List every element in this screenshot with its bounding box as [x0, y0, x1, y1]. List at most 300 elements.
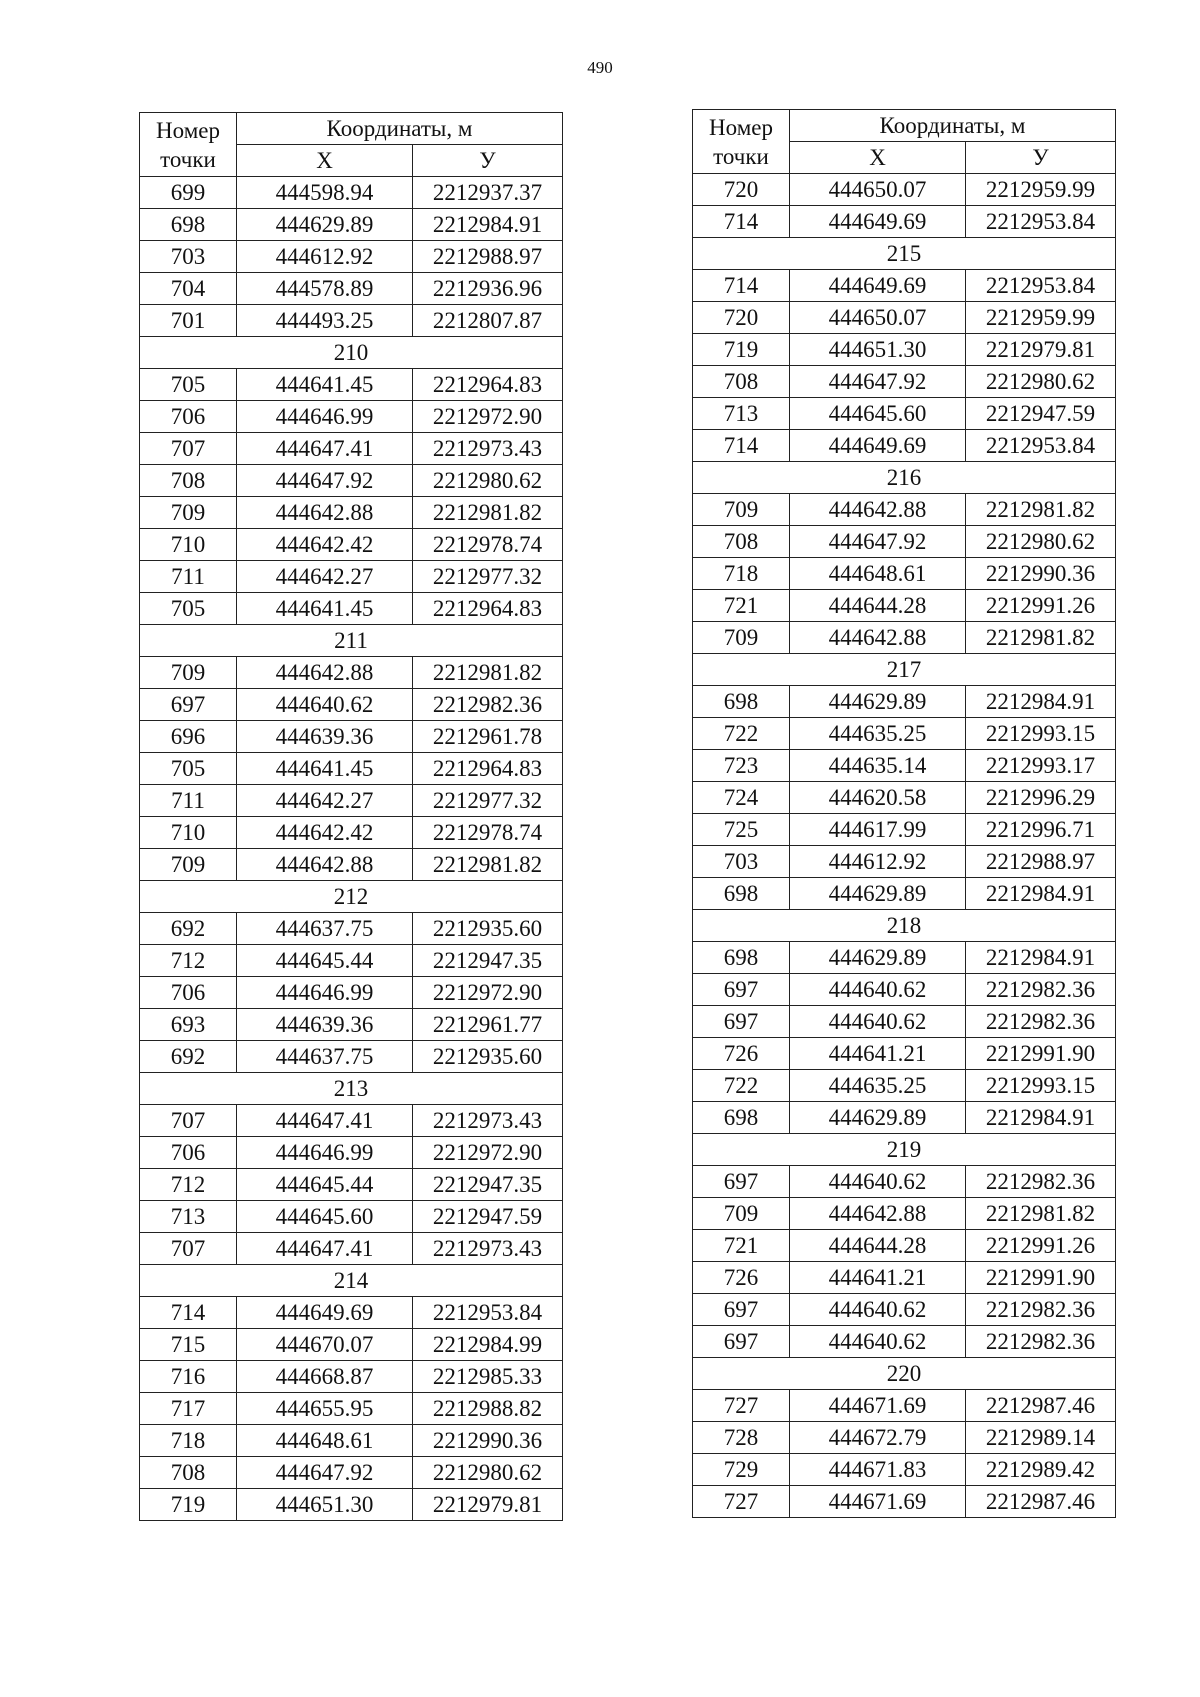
y-coordinate-cell: 2212973.43 [413, 1105, 563, 1137]
point-number-cell: 721 [693, 1230, 790, 1262]
table-row [693, 494, 1116, 526]
table-row [140, 1201, 563, 1233]
point-number-cell: 697 [693, 1326, 790, 1358]
table-row [693, 878, 1116, 910]
x-coordinate-cell: 444598.94 [237, 177, 413, 209]
y-coordinate-cell: 2212953.84 [966, 206, 1116, 238]
table-row [693, 1294, 1116, 1326]
point-number-cell: 710 [140, 529, 237, 561]
x-coordinate-cell: 444647.41 [237, 433, 413, 465]
table-row [140, 977, 563, 1009]
table-row [140, 177, 563, 209]
x-coordinate-cell: 444649.69 [237, 1297, 413, 1329]
y-coordinate-cell: 2212985.33 [413, 1361, 563, 1393]
point-number-cell: 709 [693, 494, 790, 526]
point-number-cell: 711 [140, 561, 237, 593]
x-coordinate-cell: 444642.88 [790, 1198, 966, 1230]
point-number-cell: 728 [693, 1422, 790, 1454]
point-number-cell: 706 [140, 401, 237, 433]
x-coordinate-cell: 444640.62 [237, 689, 413, 721]
point-number-cell: 697 [693, 974, 790, 1006]
y-coordinate-cell: 2212978.74 [413, 529, 563, 561]
point-number-cell: 701 [140, 305, 237, 337]
point-number-cell: 692 [140, 913, 237, 945]
point-number-cell: 697 [140, 689, 237, 721]
point-number-cell: 707 [140, 1233, 237, 1265]
table-row [140, 497, 563, 529]
table-row [140, 1425, 563, 1457]
group-number: 215 [693, 238, 1116, 270]
y-coordinate-cell: 2212990.36 [413, 1425, 563, 1457]
point-number-cell: 720 [693, 302, 790, 334]
y-coordinate-cell: 2212935.60 [413, 1041, 563, 1073]
y-coordinate-cell: 2212964.83 [413, 593, 563, 625]
table-row [140, 1009, 563, 1041]
y-coordinate-cell: 2212937.37 [413, 177, 563, 209]
point-number-cell: 712 [140, 945, 237, 977]
y-coordinate-cell: 2212991.26 [966, 1230, 1116, 1262]
table-row [693, 174, 1116, 206]
x-coordinate-cell: 444635.25 [790, 718, 966, 750]
group-number: 217 [693, 654, 1116, 686]
x-coordinate-cell: 444646.99 [237, 401, 413, 433]
x-coordinate-cell: 444642.88 [237, 657, 413, 689]
point-number-cell: 722 [693, 718, 790, 750]
point-number-cell: 729 [693, 1454, 790, 1486]
x-coordinate-cell: 444612.92 [237, 241, 413, 273]
y-coordinate-cell: 2212984.91 [966, 686, 1116, 718]
y-coordinate-cell: 2212989.42 [966, 1454, 1116, 1486]
y-coordinate-cell: 2212979.81 [413, 1489, 563, 1521]
point-number-cell: 708 [140, 1457, 237, 1489]
y-coordinate-cell: 2212984.91 [966, 1102, 1116, 1134]
point-number-cell: 709 [140, 657, 237, 689]
point-number-cell: 709 [140, 497, 237, 529]
y-coordinate-cell: 2212984.99 [413, 1329, 563, 1361]
table-row [693, 942, 1116, 974]
x-coordinate-cell: 444620.58 [790, 782, 966, 814]
y-coordinate-cell: 2212981.82 [413, 657, 563, 689]
point-number-cell: 713 [140, 1201, 237, 1233]
x-coordinate-cell: 444637.75 [237, 913, 413, 945]
table-row [693, 1230, 1116, 1262]
y-coordinate-cell: 2212993.17 [966, 750, 1116, 782]
y-coordinate-cell: 2212981.82 [413, 849, 563, 881]
header-coordinates: Координаты, м [237, 113, 563, 145]
point-number-cell: 698 [693, 686, 790, 718]
table-row [140, 1457, 563, 1489]
x-coordinate-cell: 444671.69 [790, 1486, 966, 1518]
y-coordinate-cell: 2212982.36 [413, 689, 563, 721]
table-row [693, 302, 1116, 334]
x-coordinate-cell: 444641.21 [790, 1038, 966, 1070]
point-number-cell: 722 [693, 1070, 790, 1102]
point-number-cell: 705 [140, 753, 237, 785]
x-coordinate-cell: 444617.99 [790, 814, 966, 846]
group-header-row [140, 1265, 563, 1297]
table-row [140, 1169, 563, 1201]
point-number-cell: 712 [140, 1169, 237, 1201]
table-row [140, 241, 563, 273]
table-row [140, 849, 563, 881]
x-coordinate-cell: 444651.30 [237, 1489, 413, 1521]
table-row [140, 401, 563, 433]
y-coordinate-cell: 2212984.91 [413, 209, 563, 241]
table-row [693, 1390, 1116, 1422]
point-number-cell: 714 [693, 430, 790, 462]
y-coordinate-cell: 2212996.71 [966, 814, 1116, 846]
y-coordinate-cell: 2212977.32 [413, 561, 563, 593]
header-point-number-line1: Номер [156, 117, 220, 143]
point-number-cell: 703 [140, 241, 237, 273]
point-number-cell: 696 [140, 721, 237, 753]
header-point-number [140, 113, 237, 177]
point-number-cell: 718 [140, 1425, 237, 1457]
table-row [140, 1361, 563, 1393]
table-body-left [140, 177, 563, 1521]
x-coordinate-cell: 444642.27 [237, 785, 413, 817]
table-row [693, 206, 1116, 238]
y-coordinate-cell: 2212981.82 [966, 622, 1116, 654]
x-coordinate-cell: 444642.42 [237, 817, 413, 849]
table-row [693, 526, 1116, 558]
point-number-cell: 705 [140, 593, 237, 625]
table-row [140, 1233, 563, 1265]
table-row [140, 913, 563, 945]
table-row [140, 1105, 563, 1137]
table-row [693, 1262, 1116, 1294]
x-coordinate-cell: 444645.60 [790, 398, 966, 430]
header-y: У [413, 145, 563, 177]
y-coordinate-cell: 2212953.84 [413, 1297, 563, 1329]
y-coordinate-cell: 2212936.96 [413, 273, 563, 305]
point-number-cell: 693 [140, 1009, 237, 1041]
x-coordinate-cell: 444671.69 [790, 1390, 966, 1422]
table-row [140, 689, 563, 721]
table-row [693, 974, 1116, 1006]
table-row [140, 305, 563, 337]
x-coordinate-cell: 444648.61 [237, 1425, 413, 1457]
x-coordinate-cell: 444640.62 [790, 974, 966, 1006]
point-number-cell: 708 [693, 526, 790, 558]
x-coordinate-cell: 444493.25 [237, 305, 413, 337]
y-coordinate-cell: 2212981.82 [413, 497, 563, 529]
point-number-cell: 711 [140, 785, 237, 817]
table-row [693, 1006, 1116, 1038]
table-row [693, 1070, 1116, 1102]
table-row [140, 785, 563, 817]
y-coordinate-cell: 2212982.36 [966, 1294, 1116, 1326]
y-coordinate-cell: 2212947.59 [413, 1201, 563, 1233]
x-coordinate-cell: 444644.28 [790, 590, 966, 622]
table-row [693, 334, 1116, 366]
y-coordinate-cell: 2212982.36 [966, 974, 1116, 1006]
y-coordinate-cell: 2212984.91 [966, 942, 1116, 974]
x-coordinate-cell: 444646.99 [237, 1137, 413, 1169]
table-row [140, 273, 563, 305]
y-coordinate-cell: 2212972.90 [413, 977, 563, 1009]
table-row [693, 1102, 1116, 1134]
x-coordinate-cell: 444649.69 [790, 206, 966, 238]
x-coordinate-cell: 444647.92 [790, 526, 966, 558]
y-coordinate-cell: 2212990.36 [966, 558, 1116, 590]
table-row [140, 465, 563, 497]
y-coordinate-cell: 2212961.78 [413, 721, 563, 753]
point-number-cell: 697 [693, 1006, 790, 1038]
y-coordinate-cell: 2212989.14 [966, 1422, 1116, 1454]
y-coordinate-cell: 2212964.83 [413, 369, 563, 401]
y-coordinate-cell: 2212980.62 [413, 1457, 563, 1489]
group-header-row [693, 1358, 1116, 1390]
table-row [140, 593, 563, 625]
group-header-row [140, 881, 563, 913]
table-row [693, 782, 1116, 814]
point-number-cell: 698 [693, 942, 790, 974]
y-coordinate-cell: 2212982.36 [966, 1166, 1116, 1198]
point-number-cell: 709 [693, 622, 790, 654]
point-number-cell: 721 [693, 590, 790, 622]
point-number-cell: 710 [140, 817, 237, 849]
header-coordinates: Координаты, м [790, 110, 1116, 142]
x-coordinate-cell: 444640.62 [790, 1166, 966, 1198]
group-number: 212 [140, 881, 563, 913]
x-coordinate-cell: 444649.69 [790, 430, 966, 462]
table-row [693, 750, 1116, 782]
point-number-cell: 707 [140, 433, 237, 465]
table-row [140, 1393, 563, 1425]
x-coordinate-cell: 444640.62 [790, 1006, 966, 1038]
header-point-number-line2: точки [713, 143, 769, 169]
group-number: 219 [693, 1134, 1116, 1166]
point-number-cell: 714 [693, 270, 790, 302]
y-coordinate-cell: 2212980.62 [966, 526, 1116, 558]
point-number-cell: 723 [693, 750, 790, 782]
table-row [140, 209, 563, 241]
point-number-cell: 709 [140, 849, 237, 881]
y-coordinate-cell: 2212991.90 [966, 1038, 1116, 1070]
group-header-row [140, 625, 563, 657]
y-coordinate-cell: 2212987.46 [966, 1390, 1116, 1422]
x-coordinate-cell: 444642.42 [237, 529, 413, 561]
table-row [140, 945, 563, 977]
x-coordinate-cell: 444650.07 [790, 302, 966, 334]
y-coordinate-cell: 2212978.74 [413, 817, 563, 849]
y-coordinate-cell: 2212980.62 [966, 366, 1116, 398]
x-coordinate-cell: 444642.88 [237, 849, 413, 881]
point-number-cell: 699 [140, 177, 237, 209]
y-coordinate-cell: 2212979.81 [966, 334, 1116, 366]
point-number-cell: 706 [140, 977, 237, 1009]
table-row [693, 686, 1116, 718]
table-body-right [693, 174, 1116, 1518]
x-coordinate-cell: 444635.25 [790, 1070, 966, 1102]
point-number-cell: 719 [693, 334, 790, 366]
table-row [140, 369, 563, 401]
group-header-row [693, 1134, 1116, 1166]
point-number-cell: 715 [140, 1329, 237, 1361]
header-point-number-line2: точки [160, 146, 216, 172]
table-row [140, 1297, 563, 1329]
table-row [693, 1326, 1116, 1358]
group-header-row [693, 654, 1116, 686]
x-coordinate-cell: 444578.89 [237, 273, 413, 305]
x-coordinate-cell: 444648.61 [790, 558, 966, 590]
x-coordinate-cell: 444635.14 [790, 750, 966, 782]
table-row [693, 430, 1116, 462]
point-number-cell: 698 [693, 1102, 790, 1134]
header-point-number-line1: Номер [709, 114, 773, 140]
point-number-cell: 726 [693, 1262, 790, 1294]
table-row [693, 1166, 1116, 1198]
group-header-row [693, 238, 1116, 270]
x-coordinate-cell: 444639.36 [237, 1009, 413, 1041]
y-coordinate-cell: 2212953.84 [966, 270, 1116, 302]
y-coordinate-cell: 2212947.59 [966, 398, 1116, 430]
page-number: 490 [587, 58, 613, 77]
x-coordinate-cell: 444671.83 [790, 1454, 966, 1486]
x-coordinate-cell: 444651.30 [790, 334, 966, 366]
x-coordinate-cell: 444641.45 [237, 593, 413, 625]
x-coordinate-cell: 444670.07 [237, 1329, 413, 1361]
y-coordinate-cell: 2212988.97 [413, 241, 563, 273]
x-coordinate-cell: 444645.44 [237, 1169, 413, 1201]
y-coordinate-cell: 2212959.99 [966, 302, 1116, 334]
y-coordinate-cell: 2212993.15 [966, 1070, 1116, 1102]
x-coordinate-cell: 444668.87 [237, 1361, 413, 1393]
x-coordinate-cell: 444629.89 [790, 878, 966, 910]
x-coordinate-cell: 444637.75 [237, 1041, 413, 1073]
table-row [693, 846, 1116, 878]
x-coordinate-cell: 444647.92 [790, 366, 966, 398]
point-number-cell: 698 [140, 209, 237, 241]
x-coordinate-cell: 444629.89 [790, 1102, 966, 1134]
point-number-cell: 720 [693, 174, 790, 206]
x-coordinate-cell: 444646.99 [237, 977, 413, 1009]
table-row [140, 1329, 563, 1361]
x-coordinate-cell: 444642.88 [790, 622, 966, 654]
point-number-cell: 727 [693, 1390, 790, 1422]
table-row [140, 721, 563, 753]
point-number-cell: 697 [693, 1166, 790, 1198]
x-coordinate-cell: 444650.07 [790, 174, 966, 206]
y-coordinate-cell: 2212807.87 [413, 305, 563, 337]
table-row [693, 814, 1116, 846]
table-row [140, 529, 563, 561]
point-number-cell: 706 [140, 1137, 237, 1169]
x-coordinate-cell: 444645.44 [237, 945, 413, 977]
y-coordinate-cell: 2212972.90 [413, 1137, 563, 1169]
x-coordinate-cell: 444642.88 [790, 494, 966, 526]
header-x: X [237, 145, 413, 177]
table-row [140, 657, 563, 689]
y-coordinate-cell: 2212980.62 [413, 465, 563, 497]
x-coordinate-cell: 444672.79 [790, 1422, 966, 1454]
y-coordinate-cell: 2212947.35 [413, 1169, 563, 1201]
x-coordinate-cell: 444647.41 [237, 1105, 413, 1137]
point-number-cell: 714 [140, 1297, 237, 1329]
point-number-cell: 724 [693, 782, 790, 814]
group-header-row [693, 462, 1116, 494]
y-coordinate-cell: 2212981.82 [966, 494, 1116, 526]
x-coordinate-cell: 444644.28 [790, 1230, 966, 1262]
group-number: 211 [140, 625, 563, 657]
y-coordinate-cell: 2212947.35 [413, 945, 563, 977]
x-coordinate-cell: 444655.95 [237, 1393, 413, 1425]
x-coordinate-cell: 444612.92 [790, 846, 966, 878]
point-number-cell: 692 [140, 1041, 237, 1073]
x-coordinate-cell: 444640.62 [790, 1326, 966, 1358]
point-number-cell: 705 [140, 369, 237, 401]
table-row [693, 558, 1116, 590]
x-coordinate-cell: 444640.62 [790, 1294, 966, 1326]
table-row [693, 1422, 1116, 1454]
point-number-cell: 717 [140, 1393, 237, 1425]
point-number-cell: 713 [693, 398, 790, 430]
x-coordinate-cell: 444629.89 [790, 942, 966, 974]
table-row [693, 590, 1116, 622]
table-row [140, 1489, 563, 1521]
point-number-cell: 708 [693, 366, 790, 398]
x-coordinate-cell: 444642.27 [237, 561, 413, 593]
y-coordinate-cell: 2212982.36 [966, 1006, 1116, 1038]
x-coordinate-cell: 444647.92 [237, 465, 413, 497]
point-number-cell: 698 [693, 878, 790, 910]
table-row [140, 1137, 563, 1169]
group-header-row [140, 337, 563, 369]
x-coordinate-cell: 444629.89 [790, 686, 966, 718]
x-coordinate-cell: 444645.60 [237, 1201, 413, 1233]
table-row [140, 817, 563, 849]
y-coordinate-cell: 2212993.15 [966, 718, 1116, 750]
y-coordinate-cell: 2212959.99 [966, 174, 1116, 206]
y-coordinate-cell: 2212996.29 [966, 782, 1116, 814]
group-header-row [693, 910, 1116, 942]
table-row [140, 753, 563, 785]
x-coordinate-cell: 444641.45 [237, 753, 413, 785]
header-x: X [790, 142, 966, 174]
point-number-cell: 708 [140, 465, 237, 497]
header-y: У [966, 142, 1116, 174]
table-row [693, 366, 1116, 398]
point-number-cell: 716 [140, 1361, 237, 1393]
y-coordinate-cell: 2212973.43 [413, 1233, 563, 1265]
group-number: 216 [693, 462, 1116, 494]
table-row [140, 433, 563, 465]
table-row [693, 1038, 1116, 1070]
x-coordinate-cell: 444647.92 [237, 1457, 413, 1489]
point-number-cell: 707 [140, 1105, 237, 1137]
x-coordinate-cell: 444649.69 [790, 270, 966, 302]
header-point-number [693, 110, 790, 174]
y-coordinate-cell: 2212982.36 [966, 1326, 1116, 1358]
y-coordinate-cell: 2212981.82 [966, 1198, 1116, 1230]
table-row [693, 1198, 1116, 1230]
y-coordinate-cell: 2212988.82 [413, 1393, 563, 1425]
point-number-cell: 709 [693, 1198, 790, 1230]
y-coordinate-cell: 2212988.97 [966, 846, 1116, 878]
x-coordinate-cell: 444629.89 [237, 209, 413, 241]
x-coordinate-cell: 444647.41 [237, 1233, 413, 1265]
point-number-cell: 697 [693, 1294, 790, 1326]
point-number-cell: 725 [693, 814, 790, 846]
point-number-cell: 703 [693, 846, 790, 878]
y-coordinate-cell: 2212987.46 [966, 1486, 1116, 1518]
x-coordinate-cell: 444641.21 [790, 1262, 966, 1294]
point-number-cell: 714 [693, 206, 790, 238]
x-coordinate-cell: 444641.45 [237, 369, 413, 401]
group-number: 218 [693, 910, 1116, 942]
y-coordinate-cell: 2212977.32 [413, 785, 563, 817]
